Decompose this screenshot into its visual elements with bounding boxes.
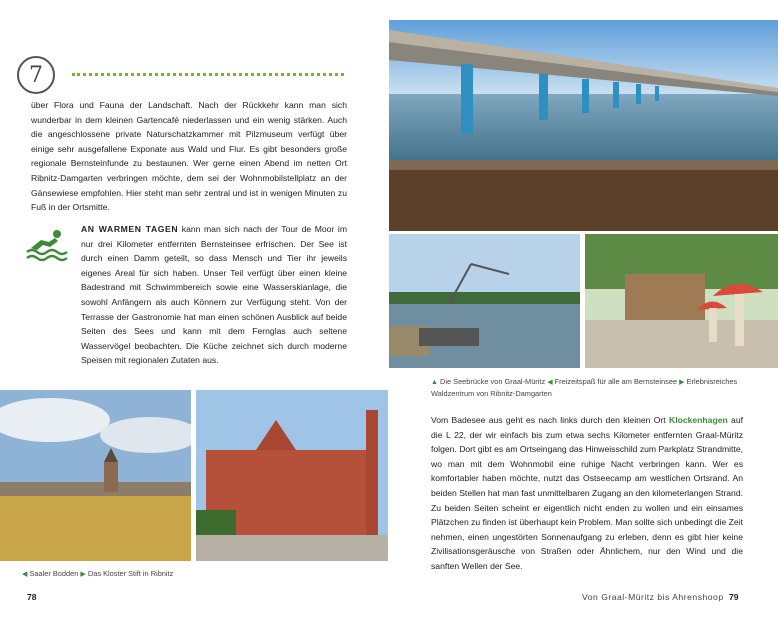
- place-highlight: Klockenhagen: [669, 415, 728, 425]
- photo-captions-left: [22, 568, 322, 580]
- left-paragraph-1: [31, 98, 347, 215]
- arrow-up-icon: ▲: [431, 379, 438, 386]
- right-paragraph-start: Vom Badesee aus geht es nach links durch den kleinen Ort: [431, 415, 669, 425]
- arrow-right-icon: ▶: [80, 571, 86, 578]
- left-paragraph-2: [81, 222, 347, 368]
- right-paragraph-rest: auf die L 22, der wir einfach bis zum etwa sechs Kilometer entfernten Graal-Müritz folgen. Dort gibt es am Ortseingang das Hinweisschild zum Parkplatz Strandmitte, wo man mit dem Wohnmobil eine ruhige Nacht verbringen kann. Wer es komfortabler haben möchte, nutzt das Ostseecamp am westlichen Ortsrand. An beiden Stellen hat man fast unmittelbaren Zugang an den kilometerlangen Strand. Zu beiden Seiten scheint er eigentlich nicht enden zu wollen und ein einsames Plätzchen zu finden ist überhaupt kein Problem. Man sollte sich unbedingt die Zeit nehmen, einen ungestörten Sonnenaufgang zu erleben, denn es gibt hier keine Zivilisationsgeräusche von Straßen oder Ähnlichem, nur den Wind und die sanften Wellen der See.: [431, 415, 744, 571]
- arrow-left-icon: ◀: [547, 379, 553, 386]
- left-paragraph-2-text: kann man sich nach der Tour de Moor im nur drei Kilometer entfernten Bernsteinsee erfrischen. Der See ist durch einen Damm geteilt, so dass Mensch und Tier ihr jeweils eigenes Areal für sich haben. Unser Teil verfügt über einen kleine Badestrand mit Schwimmbereich sowie eine Wasserskianlage, die sowohl Anfängern als auch Könnern zur Verfügung steht. Von der Terrasse der Gastronomie hat man einen schönen Ausblick auf beide Seiten des Sees und kann mit dem Fernglas auch seltene Wasservögel beobachten. Die Küche zeichnet sich durch moderne Speisen mit regionalen Zutaten aus.: [81, 224, 347, 366]
- running-head: Von Graal-Müritz bis Ahrenshoop: [582, 592, 724, 602]
- caption-pier: Die Seebrücke von Graal-Müritz: [440, 377, 546, 386]
- kloster-photo: [196, 390, 388, 561]
- lake-photo: [389, 234, 580, 368]
- right-paragraph: [431, 413, 743, 574]
- page-number-left: 78: [27, 592, 37, 602]
- chapter-number: 7: [29, 62, 43, 88]
- arrow-right-icon: ▶: [679, 379, 685, 386]
- arrow-left-icon: ◀: [22, 571, 28, 578]
- bodden-photo: [0, 390, 191, 561]
- pier-photo: [389, 20, 778, 231]
- caption-forest-centre: Erlebnisreiches Waldzentrum von Ribnitz-Damgarten: [431, 377, 738, 398]
- photo-captions-right: [431, 376, 741, 399]
- caption-lake: Freizeitspaß für alle am Bernsteinsee: [554, 377, 678, 386]
- page-number-right: 79: [729, 592, 739, 602]
- left-paragraph-1-text: über Flora und Fauna der Landschaft. Nach der Rückkehr kann man sich wunderbar in dem kleinen Gartencafé niederlassen und ein wenig stärken. Auch die angeschlossene private Naturschatzkammer mit Pilzmuseum verfügt über einige sehr ausgefallene Exponate aus Wald und Flur. Es gibt besonders große regionale Bernsteinfunde zu bestaunen. Wer gerne einen Abend im netten Ort Ribnitz-Damgarten verbringen möchte, dem sei der Wohnmobilstellplatz an der Gänsewiese empfohlen. Hier steht man sehr zentral und ist in wenigen Minuten zu Fuß in der Ortsmitte.: [31, 100, 347, 213]
- forest-centre-photo: [585, 234, 778, 368]
- swimmer-icon: [25, 228, 69, 262]
- caption-kloster: Das Kloster Stift in Ribnitz: [87, 569, 174, 578]
- caption-bodden: Saaler Bodden: [29, 569, 79, 578]
- chapter-number-badge: [17, 56, 55, 94]
- dotted-divider: [72, 73, 344, 76]
- paragraph-lead: AN WARMEN TAGEN: [81, 224, 179, 234]
